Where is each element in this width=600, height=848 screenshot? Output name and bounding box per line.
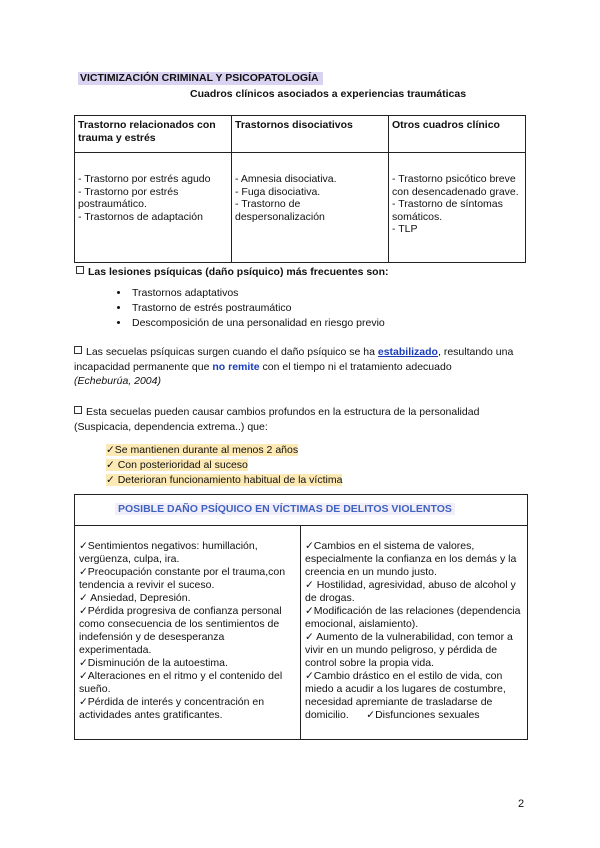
table-cell-line: - Trastorno de síntomas somáticos.	[392, 198, 503, 223]
cambios-paragraph	[74, 405, 534, 434]
lesiones-heading-text: Las lesiones psíquicas (daño psíquico) más frecuentes son:	[88, 266, 389, 278]
table-header-disociativos: Trastornos disociativos	[232, 116, 389, 153]
table-cell-trauma	[75, 153, 232, 263]
table-cell-line: - Trastornos de adaptación	[78, 210, 203, 223]
table-cell-line: - Trastorno por estrés postraumático.	[78, 185, 179, 210]
damage-item-text: ✓Cambio drástico en el estilo de vida, con miedo a acudir a los lugares de costumbre, necesidad apremiante de trasladarse de domicilio.	[305, 670, 506, 721]
checkbox-square-icon	[76, 266, 84, 274]
table-cell-disociativos	[232, 153, 389, 263]
table-cell-line: - Trastorno de despersonalización	[235, 198, 325, 223]
damage-item-text: ✓Disfunciones sexuales	[366, 709, 480, 721]
estabilizado-link[interactable]: estabilizado	[377, 346, 438, 358]
page-title: VICTIMIZACIÓN CRIMINAL Y PSICOPATOLOGÍA	[78, 72, 323, 85]
damage-box-title: POSIBLE DAÑO PSÍQUICO EN VÍCTIMAS DE DELITOS VIOLENTOS	[115, 503, 455, 515]
damage-item: ✓Alteraciones en el ritmo y el contenido del sueño.	[79, 670, 283, 695]
checks-list	[106, 443, 342, 488]
damage-box	[74, 494, 528, 740]
table-cell-line: - Trastorno por estrés agudo	[78, 173, 211, 185]
damage-item	[305, 670, 524, 722]
table-cell-line: - Trastorno psicótico breve con desencadenado grave.	[392, 173, 519, 198]
damage-box-right-column	[301, 526, 527, 739]
damage-item: ✓Pérdida progresiva de confianza personal como consecuencia de los sentimientos de indefensión y de desesperanza experimentada.	[79, 605, 282, 656]
table-cell-otros	[389, 153, 526, 263]
damage-item: ✓Modificación de las relaciones (dependencia emocional, aislamiento).	[305, 605, 521, 630]
damage-item: ✓Preocupación constante por el trauma,con tendencia a revivir el suceso.	[79, 566, 286, 591]
table-cell-line: - TLP	[392, 223, 418, 235]
damage-box-left-column	[75, 526, 301, 739]
list-item: • Descomposición de una personalidad en riesgo previo	[130, 316, 385, 331]
damage-item: ✓Pérdida de interés y concentración en actividades antes gratificantes.	[79, 696, 265, 721]
lesiones-heading	[76, 266, 389, 278]
page-subtitle: Cuadros clínicos asociados a experiencias traumáticas	[190, 88, 467, 100]
table-cell-line: - Amnesia disociativa.	[235, 173, 337, 185]
damage-box-header	[75, 495, 527, 526]
list-item: • Trastorno de estrés postraumático	[130, 301, 385, 316]
checkbox-square-icon	[74, 406, 82, 414]
table-cell-line: - Fuga disociativa.	[235, 185, 321, 198]
damage-item: ✓Cambios en el sistema de valores, especialmente la confianza en los demás y la creencia en un mundo justo.	[305, 540, 517, 578]
page-number: 2	[518, 798, 525, 810]
check-item: ✓ Con posterioridad al suceso	[106, 459, 248, 471]
damage-item: ✓ Hostilidad, agresividad, abuso de alcohol y de drogas.	[305, 579, 516, 604]
secuelas-text-1: Las secuelas psíquicas surgen cuando el daño psíquico se ha	[86, 346, 378, 358]
check-item: ✓Se mantienen durante al menos 2 años	[106, 444, 299, 456]
clinical-conditions-table	[74, 115, 526, 263]
citation: (Echeburúa, 2004)	[74, 375, 161, 387]
table-header-trauma: Trastorno relacionados con trauma y estrés	[75, 116, 232, 153]
no-remite-emphasis: no remite	[212, 360, 260, 373]
cambios-text: Esta secuelas pueden causar cambios profundos en la estructura de la personalidad (Suspicacia, dependencia extrema..) que:	[74, 406, 480, 433]
damage-item: ✓ Ansiedad, Depresión.	[79, 592, 191, 604]
list-item: • Trastornos adaptativos	[130, 286, 385, 301]
damage-item: ✓Sentimientos negativos: humillación, vergüenza, culpa, ira.	[79, 540, 258, 565]
table-header-otros: Otros cuadros clínico	[389, 116, 526, 153]
damage-item: ✓Disminución de la autoestima.	[79, 657, 228, 669]
secuelas-paragraph	[74, 345, 534, 389]
secuelas-text-2: , resultando una incapacidad permanente que	[74, 346, 514, 373]
checkbox-square-icon	[74, 346, 82, 354]
check-item: ✓ Deterioran funcionamiento habitual de la víctima	[106, 474, 343, 486]
lesiones-list	[112, 286, 385, 331]
secuelas-text-3: con el tiempo ni el tratamiento adecuado	[259, 360, 452, 373]
damage-item: ✓ Aumento de la vulnerabilidad, con temor a vivir en un mundo peligroso, y pérdida de control sobre la propia vida.	[305, 631, 513, 669]
